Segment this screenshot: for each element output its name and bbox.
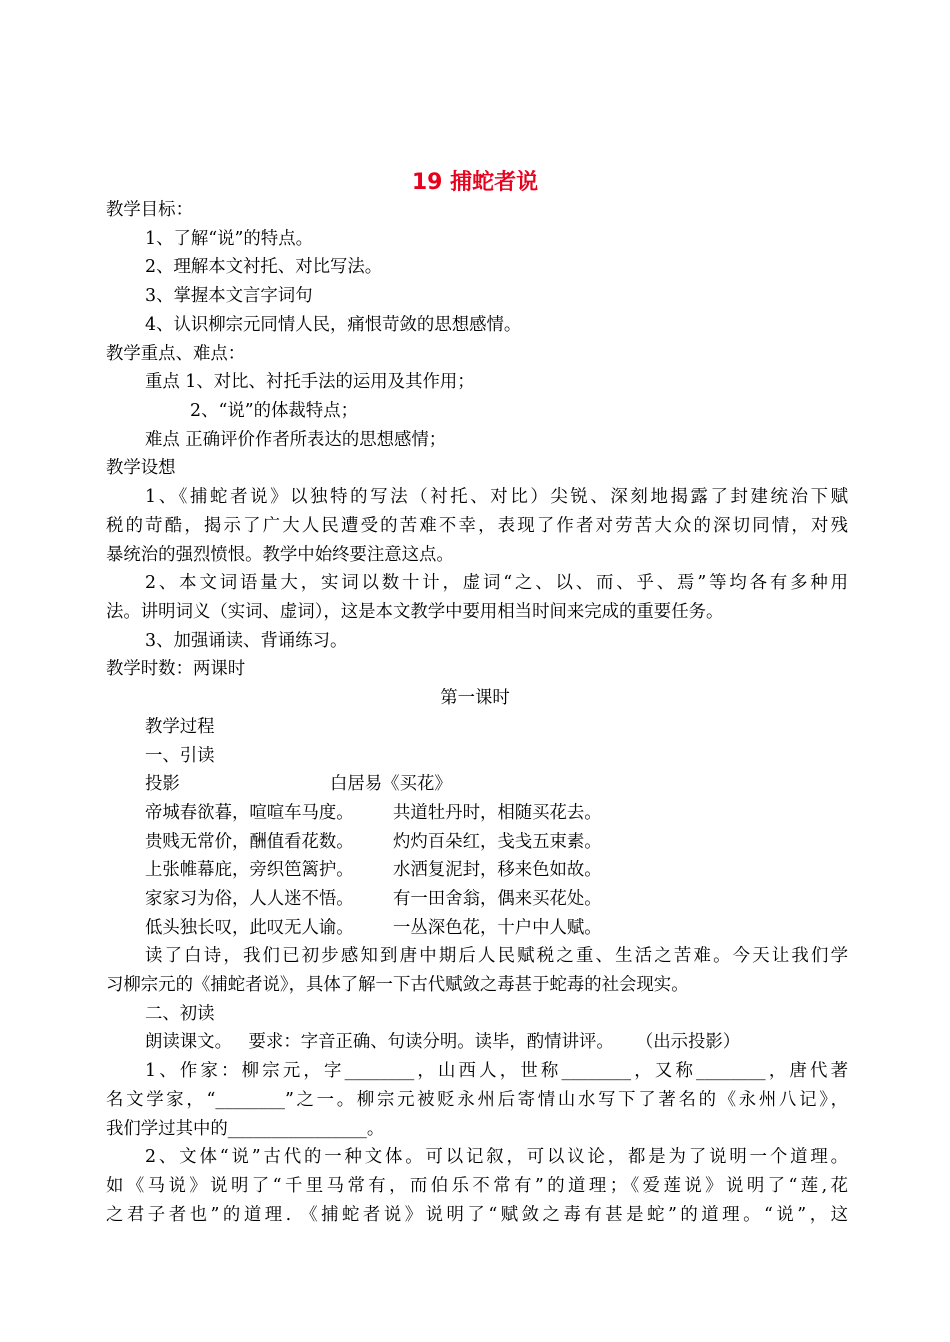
process-heading: 教学过程: [145, 717, 215, 737]
reading-instruction: 朗读课文。 要求：字音正确、句读分明。读毕，酌情讲评。 （出示投影）: [145, 1032, 741, 1052]
lesson-heading: 第一课时: [440, 688, 510, 708]
poem-line: [145, 885, 602, 914]
paragraph-line: 3、加强诵读、背诵练习。: [145, 631, 348, 651]
poem-verse: 一丛深色花，十户中人赋。: [393, 918, 602, 938]
poem-line: [145, 914, 602, 943]
paragraph-line: 习柳宗元的《捕蛇者说》，具体了解一下古代赋敛之毒甚于蛇毒的社会现实。: [106, 975, 689, 995]
paragraph-line: 1、作家：柳宗元，字________，山西人，世称________，又称________，唐代著: [145, 1061, 848, 1081]
teaching-hours: 教学时数：两课时: [106, 659, 246, 679]
objective-item: 3、掌握本文言字词句: [145, 286, 313, 306]
projection-line: [145, 770, 452, 799]
poem-verse: 家家习为俗，人人迷不悟。: [145, 889, 354, 909]
paragraph-line: 名文学家，“________”之一。柳宗元被贬永州后寄情山水写下了著名的《永州八记》，: [106, 1090, 848, 1110]
paragraph-line: 读了白诗，我们已初步感知到唐中期后人民赋税之重、生活之苦难。今天让我们学: [145, 946, 848, 966]
poem-verse: 贵贱无常价，酬值看花数。: [145, 832, 354, 852]
paragraph-line: 2、文体“说”古代的一种文体。可以记叙，可以议论，都是为了说明一个道理。: [145, 1147, 848, 1167]
paragraph-line: 如《马说》说明了“千里马常有，而伯乐不常有”的道理；《爱莲说》说明了“莲,花: [106, 1176, 848, 1196]
poem-verse: 灼灼百朵红，戋戋五束素。: [393, 832, 602, 852]
poem-verse: 低头独长叹，此叹无人谕。: [145, 918, 354, 938]
poem-verse: 有一田舍翁，偶来买花处。: [393, 889, 602, 909]
paragraph-line: 之君子者也”的道理. 《捕蛇者说》说明了“赋敛之毒有甚是蛇”的道理。“说”，这: [106, 1205, 848, 1225]
poem-line: [145, 828, 602, 857]
key-point-1: 重点 1、对比、衬托手法的运用及其作用；: [145, 372, 475, 392]
difficult-point: 难点 正确评价作者所表达的思想感情；: [145, 430, 447, 450]
objective-item: 2、理解本文衬托、对比写法。: [145, 257, 383, 277]
key-point-2: 2、“说”的体裁特点；: [190, 401, 358, 421]
paragraph-line: 我们学过其中的________________。: [106, 1119, 385, 1139]
paragraph-line: 暴统治的强烈愤恨。教学中始终要注意这点。: [106, 545, 454, 565]
objectives-heading: 教学目标：: [106, 200, 193, 220]
objective-item: 4、认识柳宗元同情人民，痛恨苛敛的思想感情。: [145, 315, 522, 335]
page-title: 19 捕蛇者说: [411, 170, 539, 195]
paragraph-line: 1、《捕蛇者说》以独特的写法（衬托、对比）尖锐、深刻地揭露了封建统治下赋: [145, 487, 848, 507]
design-heading: 教学设想: [106, 458, 176, 478]
poem-verse: 水洒复泥封，移来色如故。: [393, 860, 602, 880]
paragraph-line: 2、本文词语量大，实词以数十计，虚词“之、以、而、乎、焉”等均各有多种用: [145, 573, 848, 593]
poem-source: 白居易《买花》: [330, 774, 452, 794]
paragraph-line: 法。讲明词义（实词、虚词），这是本文教学中要用相当时间来完成的重要任务。: [106, 602, 724, 622]
section-heading: 一、引读: [145, 746, 215, 766]
objective-item: 1、了解“说”的特点。: [145, 229, 313, 249]
focus-heading: 教学重点、难点：: [106, 344, 246, 364]
paragraph-line: 税的苛酷，揭示了广大人民遭受的苦难不幸，表现了作者对劳苦大众的深切同情，对残: [106, 516, 848, 536]
poem-line: [145, 799, 602, 828]
poem-verse: 帝城春欲暮，喧喧车马度。: [145, 803, 354, 823]
poem-verse: 上张帷幕庇，旁织笆篱护。: [145, 860, 354, 880]
poem-verse: 共道牡丹时，相随买花去。: [393, 803, 602, 823]
projection-label: 投影: [145, 774, 180, 794]
section-heading: 二、初读: [145, 1004, 215, 1024]
poem-line: [145, 856, 602, 885]
